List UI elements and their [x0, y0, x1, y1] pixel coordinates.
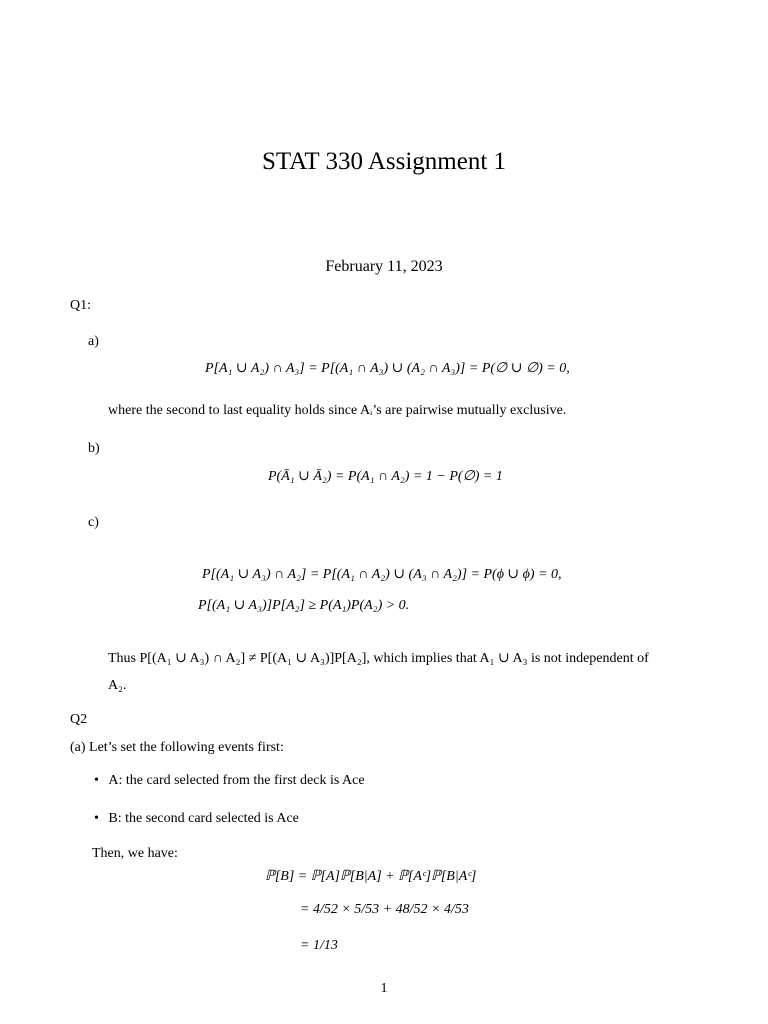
q1c-label: c): [88, 515, 99, 530]
q2-equation-line2: = 4/52 × 5/53 + 48/52 × 4/53: [300, 902, 469, 917]
q1a-label: a): [88, 334, 99, 349]
bullet-dot-icon: •: [94, 773, 99, 788]
q1-label: Q1:: [70, 298, 91, 313]
q1a-note: where the second to last equality holds since Aᵢ’s are pairwise mutually exclusive.: [108, 403, 567, 418]
q1c-conclusion-line2: A₂.: [108, 678, 127, 693]
q1c-equation-2: P[(A₁ ∪ A₃)]P[A₂] ≥ P(A₁)P(A₂) > 0.: [198, 598, 410, 613]
bullet-b: [94, 811, 299, 827]
q2-label: Q2: [70, 712, 88, 727]
bullet-b-text: B: the second card selected is Ace: [108, 811, 299, 826]
bullet-a: [94, 773, 365, 789]
q2-equation-line3: = 1/13: [300, 938, 338, 953]
q1a-equation: [205, 360, 570, 377]
q1b-label: b): [88, 441, 100, 456]
q1b-equation: [268, 468, 503, 485]
q1c-conclusion-line1: Thus P[(A₁ ∪ A₃) ∩ A₂] ≠ P[(A₁ ∪ A₃)]P[A₂], which implies that A₁ ∪ A₃ is not independent of: [108, 651, 649, 666]
q2-equation-line1: ℙ[B] = ℙ[A]ℙ[B|A] + ℙ[Aᶜ]ℙ[B|Aᶜ]: [265, 869, 477, 884]
q1c-equation-1: P[(A₁ ∪ A₃) ∩ A₂] = P[(A₁ ∩ A₂) ∪ (A₃ ∩ A₂)] = P(ϕ ∪ ϕ) = 0,: [202, 567, 562, 582]
q1a-equation-text: P[A₁ ∪ A₂) ∩ A₃] = P[(A₁ ∩ A₃) ∪ (A₂ ∩ A₃)] = P(∅ ∪ ∅) = 0,: [205, 361, 570, 376]
document-date: February 11, 2023: [325, 258, 443, 275]
page-number: 1: [380, 981, 388, 996]
document-title: STAT 330 Assignment 1: [261, 148, 507, 175]
q2-then: Then, we have:: [92, 846, 178, 861]
q2-intro: (a) Let’s set the following events first:: [70, 740, 284, 755]
q1b-equation-text: P(Ā₁ ∪ Ā₂) = P(A₁ ∩ A₂) = 1 − P(∅) = 1: [268, 469, 503, 484]
bullet-a-text: A: the card selected from the first deck is Ace: [108, 773, 365, 788]
bullet-dot-icon: •: [94, 811, 99, 826]
